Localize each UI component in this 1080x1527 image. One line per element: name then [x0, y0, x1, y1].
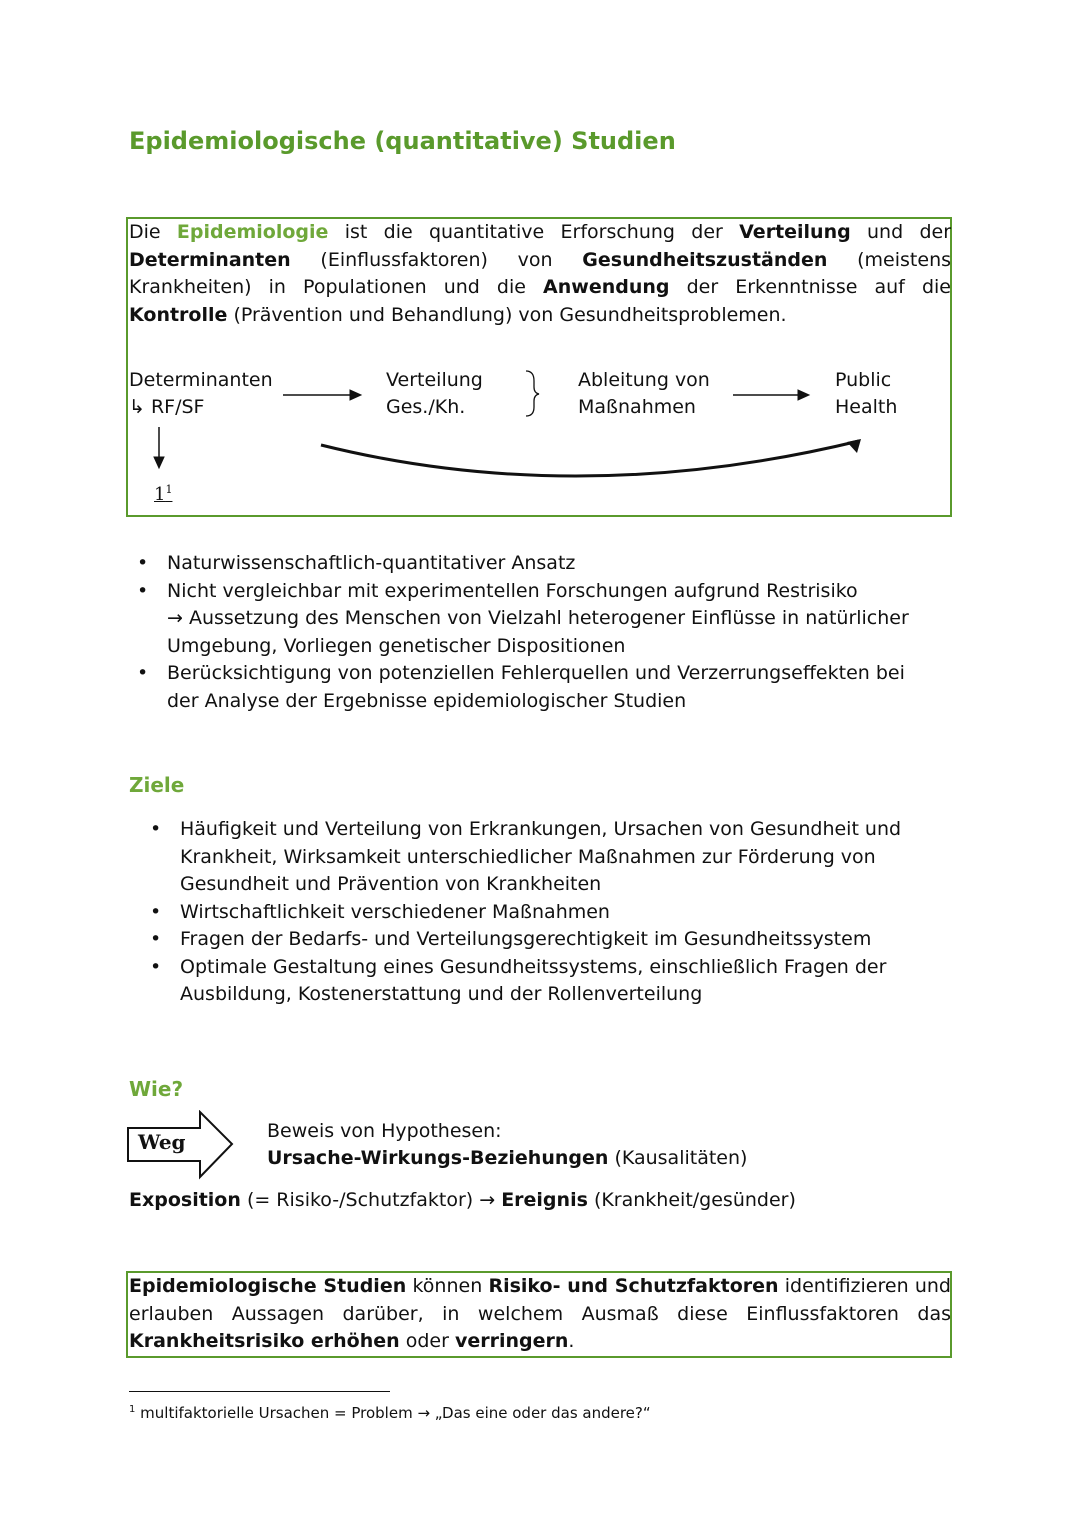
exposition-line: Exposition (= Risiko-/Schutzfaktor) → Ereignis (Krankheit/gesünder) — [129, 1189, 796, 1211]
summary-box — [126, 1271, 952, 1358]
list-item: • Nicht vergleichbar mit experimentellen Forschungen aufgrund Restrisiko → Aussetzung des Menschen von Vielzahl heterogener Einflüsse in natürlicher Umgebung, Vorliegen genetischer Dispositionen — [137, 579, 909, 657]
ziele-list — [150, 816, 960, 1009]
list-item: • Optimale Gestaltung eines Gesundheitssystems, einschließlich Fragen der Ausbildung, Kostenerstattung und der Rollenverteilung — [150, 955, 887, 1005]
wie-line-2: Ursache-Wirkungs-Beziehungen (Kausalitäten) — [267, 1147, 748, 1169]
arrow-down-icon — [154, 427, 164, 468]
diagram-arrows — [128, 219, 950, 515]
arrow-right-icon — [283, 390, 361, 400]
list-item: • Fragen der Bedarfs- und Verteilungsgerechtigkeit im Gesundheitssystem — [150, 928, 872, 950]
list-item: • Wirtschaftlichkeit verschiedener Maßnahmen — [150, 900, 610, 923]
brace-icon — [526, 371, 539, 416]
curve-arrowhead-icon — [847, 439, 861, 453]
intro-bullet-list — [137, 550, 927, 715]
arrow-right-icon — [733, 390, 809, 400]
page-title: Epidemiologische (quantitative) Studien — [129, 127, 676, 155]
footnote-divider — [129, 1391, 390, 1392]
section-heading-ziele: Ziele — [129, 773, 185, 797]
definition-box — [126, 217, 952, 517]
section-heading-wie: Wie? — [129, 1077, 184, 1101]
sub-note: → Aussetzung des Menschen von Vielzahl heterogener Einflüsse in natürlicher Umgebung, Vorliegen genetischer Dispositionen — [167, 607, 909, 657]
list-item: • Häufigkeit und Verteilung von Erkrankungen, Ursachen von Gesundheit und Krankheit, Wirksamkeit unterschiedlicher Maßnahmen zur Förderung von Gesundheit und Prävention von Krankheiten — [150, 818, 902, 895]
weg-label: Weg — [138, 1130, 186, 1154]
diagram-node-determinanten: Determinanten ↳ RF/SF — [129, 369, 273, 418]
diagram-node-public-health: Public Health — [835, 369, 898, 418]
feedback-curve-icon — [321, 441, 859, 476]
footnote-reference[interactable]: $1^1$ — [154, 483, 173, 505]
diagram-node-ableitung: Ableitung von Maßnahmen — [578, 369, 710, 418]
wie-line-1: Beweis von Hypothesen: — [267, 1120, 502, 1142]
list-item: • Berücksichtigung von potenziellen Fehlerquellen und Verzerrungseffekten bei der Analyse der Ergebnisse epidemiologischer Studien — [137, 662, 905, 712]
summary-text: Epidemiologische Studien können Risiko- und Schutzfaktoren identifizieren und erlauben Aussagen darüber, in welchem Ausmaß diese Einflussfaktoren das Krankheitsrisiko erhöhen oder verringern. — [129, 1275, 951, 1352]
term-epidemiologie: Epidemiologie — [176, 221, 329, 243]
footnote: $^1$ multifaktorielle Ursachen = Problem → „Das eine oder das andere?“ — [129, 1404, 651, 1422]
definition-text: Die Epidemiologie ist die quantitative Erforschung der Verteilung und der Determinanten (Einflussfaktoren) von Gesundheitszuständen (meistens Krankheiten) in Populationen und die Anwendung der Erkenntnisse auf die Kontrolle (Prävention und Behandlung) von Gesundheitsproblemen. — [129, 221, 952, 326]
list-item: • Naturwissenschaftlich-quantitativer Ansatz — [137, 552, 576, 574]
diagram-node-verteilung: Verteilung Ges./Kh. — [386, 369, 483, 418]
